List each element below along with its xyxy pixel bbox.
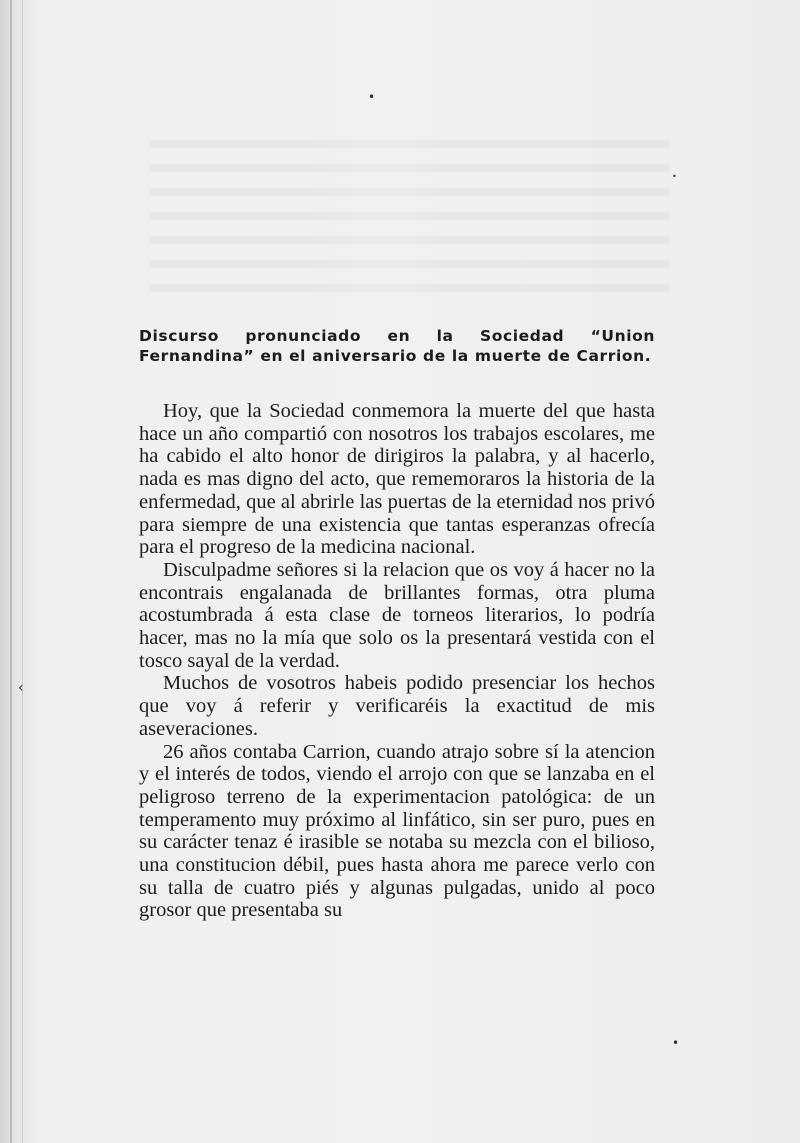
- ink-speck: •: [672, 172, 677, 181]
- ink-speck: •: [672, 1036, 680, 1050]
- paragraph: Disculpadme señores si la relacion que os voy á hacer no la encontrais engalanada de brillantes formas, otra pluma acostumbrada á esta clase de torneos literarios, lo podría hacer, mas no la mía que solo os la presentará vestida con el tosco sayal de la verdad.: [139, 558, 655, 672]
- speech-heading: Discurso pronunciado en la Sociedad “Union Fernandina” en el aniversario de la muerte de Carrion.: [139, 327, 655, 365]
- page-edge-mark: ‹: [18, 680, 24, 696]
- paragraph: 26 años contaba Carrion, cuando atrajo sobre sí la atencion y el interés de todos, viendo el arrojo con que se lanzaba en el peligroso terreno de la experimentacion patológica: de un temperamento muy próximo al linfático, sin ser puro, pues en su carácter tenaz é irasible se notaba su mezcla con el bilioso, una constitucion débil, pues hasta ahora me parece verlo con su talla de cuatro piés y algunas pulgadas, unido al poco grosor que presentaba su: [139, 740, 655, 922]
- body-text: [139, 400, 655, 922]
- ink-speck: •: [368, 90, 376, 104]
- paragraph: Muchos de vosotros habeis podido presenciar los hechos que voy á referir y verificaréis la exactitud de mis aseveraciones.: [139, 672, 655, 740]
- paragraph: Hoy, que la Sociedad conmemora la muerte del que hasta hace un año compartió con nosotros los trabajos escolares, me ha cabido el alto honor de dirigiros la palabra, y al hacerlo, nada es mas digno del acto, que rememoraros la historia de la enfermedad, que al abrirle las puertas de la eternidad nos privó para siempre de una existencia que tantas esperanzas ofrecía para el progreso de la medicina nacional.: [139, 400, 655, 559]
- binding-gutter-inner: [22, 0, 23, 1143]
- binding-gutter: [10, 0, 12, 1143]
- show-through-text: [150, 140, 670, 300]
